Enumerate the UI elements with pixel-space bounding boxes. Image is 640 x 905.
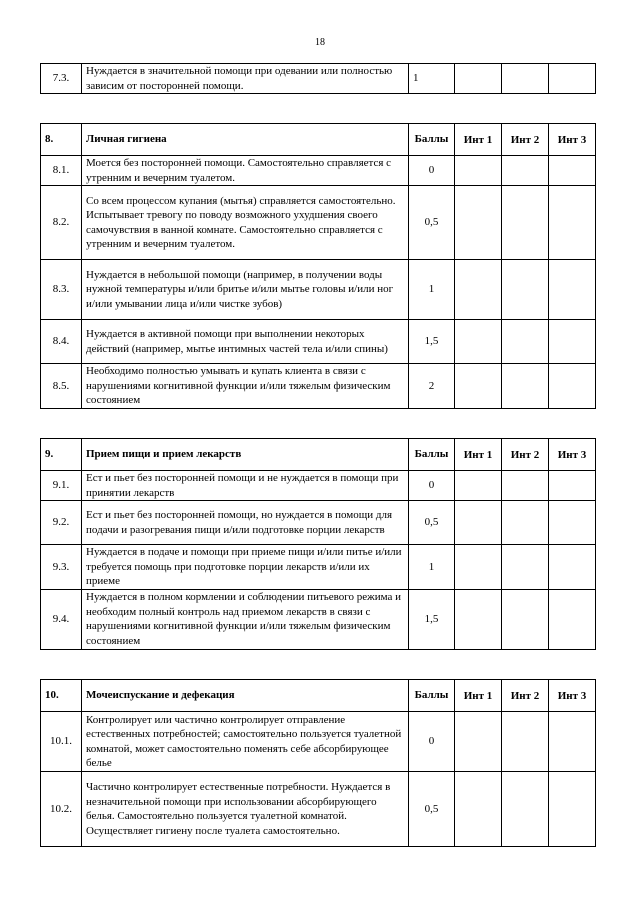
item-number: 10.2. — [41, 772, 82, 847]
int-2-cell[interactable] — [502, 772, 549, 847]
item-number: 10.1. — [41, 712, 82, 772]
int-3-header: Инт 3 — [549, 680, 596, 712]
table-row — [41, 156, 596, 186]
item-number: 8.5. — [41, 364, 82, 409]
int-3-cell[interactable] — [549, 260, 596, 320]
int-1-header: Инт 1 — [455, 439, 502, 471]
item-description: Частично контролирует естественные потребности. Нуждается в незначительной помощи при использовании абсорбирующего белья. Самостоятельно пользуется туалетной комнатой. Осуществляет гигиену после туалета самостоятельно. — [82, 772, 409, 847]
table-row — [41, 260, 596, 320]
int-1-header: Инт 1 — [455, 680, 502, 712]
section-number: 8. — [41, 124, 82, 156]
table-row — [41, 471, 596, 501]
int-3-cell[interactable] — [549, 186, 596, 260]
item-description: Нуждается в небольшой помощи (например, в получении воды нужной температуры и/или бритье и/или мытье головы и/или ног и/или умывании лица и/или чистке зубов) — [82, 260, 409, 320]
table-row — [41, 772, 596, 847]
int-2-header: Инт 2 — [502, 680, 549, 712]
int-1-cell[interactable] — [455, 364, 502, 409]
item-description: Ест и пьет без посторонней помощи, но нуждается в помощи для подачи и разогревания пищи и/или подготовке порции лекарств — [82, 501, 409, 545]
item-number: 9.2. — [41, 501, 82, 545]
int-1-header: Инт 1 — [455, 124, 502, 156]
table-row — [41, 545, 596, 590]
int-2-header: Инт 2 — [502, 124, 549, 156]
item-number: 8.3. — [41, 260, 82, 320]
item-score: 1,5 — [409, 320, 455, 364]
int-3-cell[interactable] — [549, 501, 596, 545]
item-score: 0,5 — [409, 772, 455, 847]
int-2-cell[interactable] — [502, 320, 549, 364]
section-title: Мочеиспускание и дефекация — [82, 680, 409, 712]
page-number: 18 — [315, 37, 325, 48]
int-3-cell[interactable] — [549, 471, 596, 501]
section-header-row — [41, 680, 596, 712]
score-column-header: Баллы — [409, 439, 455, 471]
section-title: Личная гигиена — [82, 124, 409, 156]
int-1-cell[interactable] — [455, 320, 502, 364]
int-2-cell[interactable] — [502, 471, 549, 501]
int-1-cell[interactable] — [455, 545, 502, 590]
item-number: 8.1. — [41, 156, 82, 186]
int-3-cell[interactable] — [549, 320, 596, 364]
int-1-cell[interactable] — [455, 64, 502, 94]
section-header-row — [41, 439, 596, 471]
item-description: Необходимо полностью умывать и купать клиента в связи с нарушениями когнитивной функции и/или тяжелым физическим состоянием — [82, 364, 409, 409]
section-number: 10. — [41, 680, 82, 712]
score-column-header: Баллы — [409, 680, 455, 712]
int-3-header: Инт 3 — [549, 124, 596, 156]
table-row — [41, 64, 596, 94]
item-description: Контролирует или частично контролирует отправление естественных потребностей; самостоятельно пользуется туалетной комнатой, может самостоятельно поменять себе абсорбирующее белье — [82, 712, 409, 772]
table-row — [41, 501, 596, 545]
item-score: 0,5 — [409, 501, 455, 545]
item-number: 8.4. — [41, 320, 82, 364]
section-header-row — [41, 124, 596, 156]
item-score: 0,5 — [409, 186, 455, 260]
int-3-cell[interactable] — [549, 712, 596, 772]
table-row — [41, 364, 596, 409]
int-3-cell[interactable] — [549, 364, 596, 409]
int-1-cell[interactable] — [455, 501, 502, 545]
table-row — [41, 186, 596, 260]
int-2-cell[interactable] — [502, 260, 549, 320]
item-description: Нуждается в значительной помощи при одевании или полностью зависим от посторонней помощи. — [82, 64, 409, 94]
table-dressing-continuation — [40, 63, 596, 94]
int-2-header: Инт 2 — [502, 439, 549, 471]
table-eating-medication — [40, 438, 596, 650]
item-score: 2 — [409, 364, 455, 409]
int-2-cell[interactable] — [502, 364, 549, 409]
item-number: 7.3. — [41, 64, 82, 94]
table-personal-hygiene — [40, 123, 596, 409]
item-score: 1 — [409, 545, 455, 590]
int-2-cell[interactable] — [502, 545, 549, 590]
int-1-cell[interactable] — [455, 186, 502, 260]
item-number: 9.4. — [41, 589, 82, 649]
int-2-cell[interactable] — [502, 589, 549, 649]
int-1-cell[interactable] — [455, 589, 502, 649]
table-row — [41, 320, 596, 364]
table-row — [41, 589, 596, 649]
item-score: 0 — [409, 712, 455, 772]
section-title: Прием пищи и прием лекарств — [82, 439, 409, 471]
table-row — [41, 712, 596, 772]
item-number: 9.3. — [41, 545, 82, 590]
int-2-cell[interactable] — [502, 156, 549, 186]
item-score: 0 — [409, 471, 455, 501]
item-description: Нуждается в подаче и помощи при приеме пищи и/или питье и/или требуется помощь при подготовке порции лекарств и/или их приеме — [82, 545, 409, 590]
int-2-cell[interactable] — [502, 501, 549, 545]
item-description: Со всем процессом купания (мытья) справляется самостоятельно. Испытывает тревогу по поводу возможного ухудшения своего самочувствия в ванной комнате. Самостоятельно справляется с утренним и вечерним туалетом. — [82, 186, 409, 260]
int-1-cell[interactable] — [455, 772, 502, 847]
item-description: Нуждается в полном кормлении и соблюдении питьевого режима и необходим полный контроль над приемом лекарств в связи с нарушениями когнитивной функции и/или тяжелым физическим состоянием — [82, 589, 409, 649]
int-3-cell[interactable] — [549, 545, 596, 590]
item-score: 1 — [409, 260, 455, 320]
table-urination-defecation — [40, 679, 596, 847]
int-3-header: Инт 3 — [549, 439, 596, 471]
item-score: 0 — [409, 156, 455, 186]
int-1-cell[interactable] — [455, 260, 502, 320]
int-2-cell[interactable] — [502, 712, 549, 772]
section-number: 9. — [41, 439, 82, 471]
int-1-cell[interactable] — [455, 156, 502, 186]
int-3-cell[interactable] — [549, 589, 596, 649]
item-number: 8.2. — [41, 186, 82, 260]
int-3-cell[interactable] — [549, 772, 596, 847]
item-score: 1,5 — [409, 589, 455, 649]
int-3-cell[interactable] — [549, 64, 596, 94]
int-1-cell[interactable] — [455, 712, 502, 772]
int-2-cell[interactable] — [502, 186, 549, 260]
item-description: Ест и пьет без посторонней помощи и не нуждается в помощи при принятии лекарств — [82, 471, 409, 501]
int-3-cell[interactable] — [549, 156, 596, 186]
item-description: Нуждается в активной помощи при выполнении некоторых действий (например, мытье интимных частей тела и/или спины) — [82, 320, 409, 364]
int-1-cell[interactable] — [455, 471, 502, 501]
item-description: Моется без посторонней помощи. Самостоятельно справляется с утренним и вечерним туалетом. — [82, 156, 409, 186]
item-score: 1 — [409, 64, 455, 94]
item-number: 9.1. — [41, 471, 82, 501]
score-column-header: Баллы — [409, 124, 455, 156]
int-2-cell[interactable] — [502, 64, 549, 94]
